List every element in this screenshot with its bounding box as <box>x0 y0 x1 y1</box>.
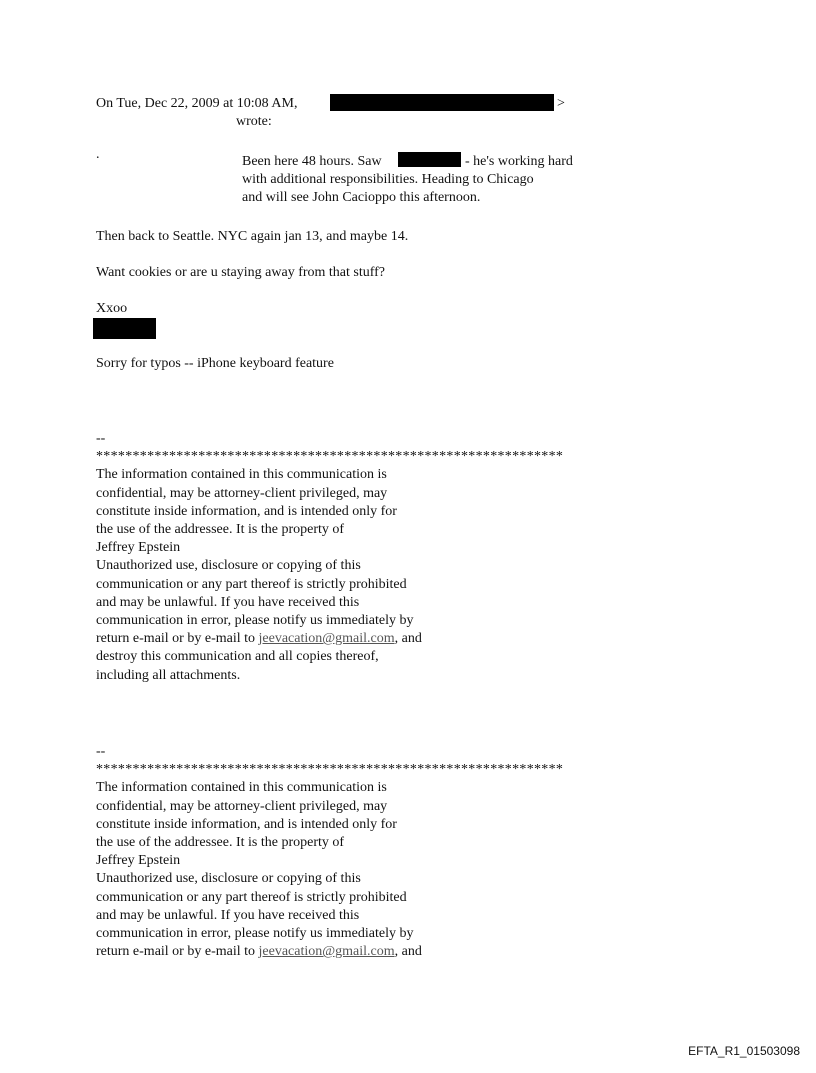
disclaimer-line: confidential, may be attorney-client privileged, may <box>96 798 388 814</box>
disclaimer-line: and may be unlawful. If you have received this <box>96 594 360 610</box>
disclaimer-line: Unauthorized use, disclosure or copying of this <box>96 558 361 574</box>
disclaimer-text: , and <box>394 631 422 647</box>
separator-stars: **************************************************************** <box>96 762 564 778</box>
bullet-mark: . <box>96 147 100 162</box>
body-paragraph-1: Then back to Seattle. NYC again jan 13, and maybe 14. <box>96 229 409 244</box>
disclaimer-line: the use of the addressee. It is the property of <box>96 522 345 538</box>
disclaimer-line: including all attachments. <box>96 667 241 683</box>
disclaimer-line: constitute inside information, and is intended only for <box>96 503 397 519</box>
header-prefix: On Tue, Dec 22, 2009 at 10:08 AM, <box>96 96 298 111</box>
disclaimer-line: destroy this communication and all copies thereof, <box>96 649 379 665</box>
signature-dashes: -- <box>96 744 106 759</box>
disclaimer-text: return e-mail or by e-mail to <box>96 631 259 647</box>
disclaimer-line: confidential, may be attorney-client privileged, may <box>96 485 388 501</box>
disclaimer-line: Unauthorized use, disclosure or copying of this <box>96 871 361 887</box>
disclaimer-line: The information contained in this communication is <box>96 467 387 483</box>
disclaimer-line: communication or any part thereof is strictly prohibited <box>96 576 407 592</box>
quoted-line-1b: - he's working hard <box>465 154 573 169</box>
quoted-line-3: and will see John Cacioppo this afternoon. <box>242 190 481 205</box>
disclaimer-line: Jeffrey Epstein <box>96 540 181 556</box>
quoted-line-1a: Been here 48 hours. Saw <box>242 154 382 169</box>
disclaimer-line: The information contained in this communication is <box>96 780 387 796</box>
body-paragraph-2: Want cookies or are u staying away from that stuff? <box>96 265 386 280</box>
email-link[interactable]: jeevacation@gmail.com <box>258 944 395 960</box>
disclaimer-block-2 <box>96 743 563 961</box>
redaction-bar <box>398 152 461 167</box>
disclaimer-line: communication or any part thereof is strictly prohibited <box>96 889 407 905</box>
disclaimer-line: constitute inside information, and is intended only for <box>96 816 397 832</box>
disclaimer-line: and may be unlawful. If you have received this <box>96 907 360 923</box>
disclaimer-line: the use of the addressee. It is the property of <box>96 835 345 851</box>
disclaimer-line: communication in error, please notify us immediately by <box>96 613 414 629</box>
signature-dashes: -- <box>96 431 106 446</box>
disclaimer-line-email <box>96 630 563 648</box>
disclaimer-text: return e-mail or by e-mail to <box>96 944 259 960</box>
signoff: Xxoo <box>96 301 128 316</box>
header-suffix: > <box>557 96 565 111</box>
separator-stars: **************************************************************** <box>96 449 564 465</box>
header-wrote: wrote: <box>236 114 272 129</box>
typos-note: Sorry for typos -- iPhone keyboard feature <box>96 356 334 371</box>
document-id: EFTA_R1_01503098 <box>688 1044 800 1058</box>
disclaimer-line-email <box>96 943 563 961</box>
redaction-bar <box>330 94 554 111</box>
quoted-line-2: with additional responsibilities. Heading to Chicago <box>242 172 534 187</box>
redaction-bar <box>93 318 156 339</box>
disclaimer-line: Jeffrey Epstein <box>96 853 181 869</box>
disclaimer-text: , and <box>394 944 422 960</box>
disclaimer-line: communication in error, please notify us immediately by <box>96 926 414 942</box>
disclaimer-block-1 <box>96 430 563 685</box>
email-link[interactable]: jeevacation@gmail.com <box>258 631 395 647</box>
